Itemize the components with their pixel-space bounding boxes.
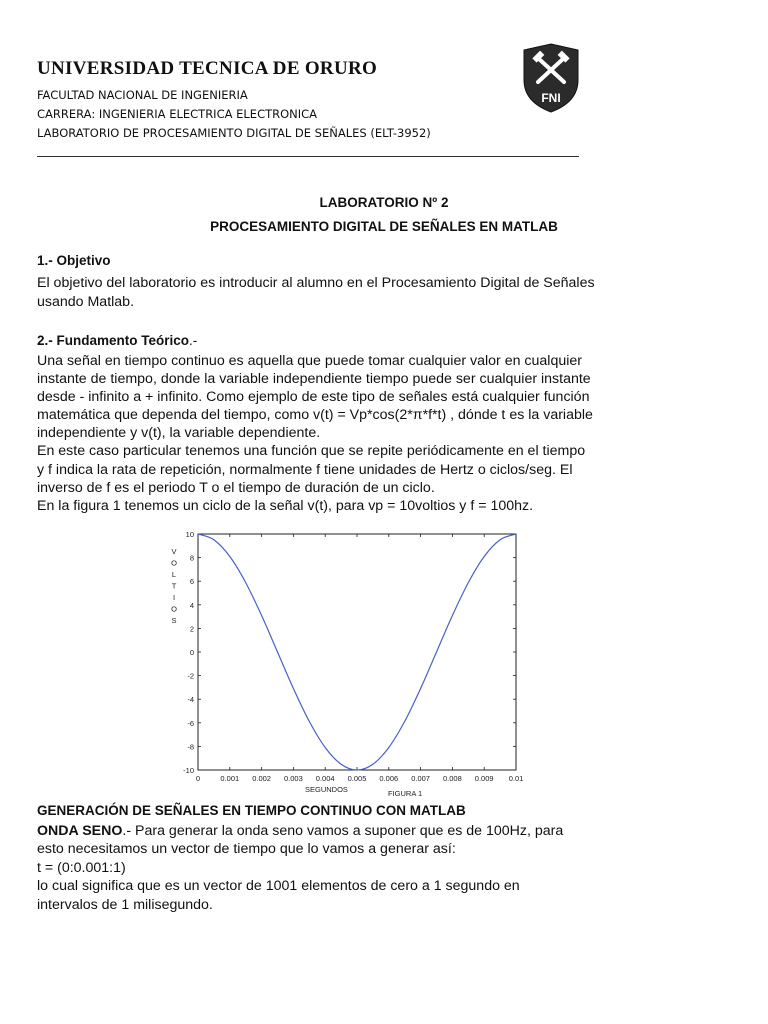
theory-paragraph — [37, 352, 593, 515]
y-tick-label: 4 — [189, 600, 194, 610]
y-tick-label: -8 — [187, 742, 194, 752]
x-tick-label: 0.002 — [252, 774, 271, 783]
y-tick-label: 6 — [189, 577, 194, 587]
theory-heading-text: 2.- Fundamento Teórico — [37, 333, 190, 348]
y-axis-label-letter: O — [171, 558, 177, 568]
theory-line: independiente y v(t), la variable dependiente. — [37, 425, 321, 442]
sine-label: ONDA SENO — [37, 823, 123, 839]
theory-line: matemática que dependa del tiempo, como v(t) = Vp*cos(2*π*f*t) , dónde t es la variable — [37, 407, 593, 424]
generation-line: intervalos de 1 milisegundo. — [37, 896, 213, 913]
y-tick-label: -10 — [183, 766, 194, 775]
figure-caption: FIGURA 1 — [388, 789, 423, 798]
plot-frame — [198, 534, 516, 770]
y-axis-label-letter: I — [172, 593, 176, 602]
figure-1-chart — [160, 524, 530, 802]
y-tick-label: 10 — [185, 530, 194, 539]
x-tick-label: 0.003 — [284, 774, 303, 783]
x-tick-label: 0.004 — [315, 774, 335, 783]
document-title: PROCESAMIENTO DIGITAL DE SEÑALES EN MATLAB — [210, 219, 558, 234]
generation-line: lo cual significa que es un vector de 1001 elementos de cero a 1 segundo en — [37, 878, 520, 895]
y-tick-label: -2 — [187, 671, 194, 681]
sine-series-line — [198, 534, 516, 770]
x-tick-label: 0.005 — [347, 774, 367, 783]
generation-line — [37, 822, 563, 840]
y-tick-label: -6 — [187, 718, 194, 728]
generation-heading: GENERACIÓN DE SEÑALES EN TIEMPO CONTINUO CON MATLAB — [37, 803, 466, 818]
theory-line: inverso de f es el periodo T o el tiempo de duración de un ciclo. — [37, 479, 435, 496]
university-name: UNIVERSIDAD TECNICA DE ORURO — [37, 58, 378, 79]
lab-line: LABORATORIO DE PROCESAMIENTO DIGITAL DE SEÑALES (ELT-3952) — [37, 126, 431, 140]
theory-line: y f indica la rata de repetición, normalmente f tiene unidades de Hertz o ciclos/seg. El — [37, 461, 573, 478]
y-axis-label — [171, 547, 177, 625]
theory-heading — [37, 333, 197, 348]
faculty-line: FACULTAD NACIONAL DE INGENIERIA — [37, 88, 248, 102]
y-tick-label: 8 — [189, 553, 194, 563]
lab-number-title: LABORATORIO Nº 2 — [319, 195, 449, 210]
objective-line: El objetivo del laboratorio es introducir al alumno en el Procesamiento Digital de Señales — [37, 275, 595, 291]
theory-line: En este caso particular tenemos una función que se repite periódicamente en el tiempo — [37, 443, 586, 460]
generation-line: esto necesitamos un vector de tiempo que lo vamos a generar así: — [37, 841, 456, 858]
theory-line: En la figura 1 tenemos un ciclo de la señal v(t), para vp = 10voltios y f = 100hz. — [37, 497, 534, 514]
logo-text: FNI — [541, 91, 561, 105]
theory-heading-suffix: .- — [189, 333, 198, 348]
x-tick-label: 0.008 — [443, 774, 462, 783]
fni-shield-logo — [520, 42, 582, 114]
header-divider — [37, 156, 579, 157]
career-line: CARRERA: INGENIERIA ELECTRICA ELECTRONICA — [37, 107, 318, 121]
objective-line: usando Matlab. — [37, 293, 135, 310]
generation-paragraph — [37, 822, 563, 914]
x-tick-label: 0.01 — [508, 774, 524, 783]
x-tick-label: 0.001 — [220, 774, 240, 783]
objective-paragraph — [37, 274, 595, 311]
y-axis-label-letter: S — [171, 616, 177, 625]
y-axis-label-letter: V — [171, 547, 177, 556]
x-tick-label: 0.009 — [474, 774, 494, 783]
y-tick-label: 0 — [189, 648, 194, 657]
theory-line: instante de tiempo, donde la variable independiente tiempo puede ser cualquier instante — [37, 371, 591, 388]
x-tick-label: 0.006 — [379, 774, 399, 783]
objective-heading: 1.- Objetivo — [37, 253, 111, 268]
theory-line: Una señal en tiempo continuo es aquella que puede tomar cualquier valor en cualquier — [37, 353, 582, 369]
x-axis-label: SEGUNDOS — [305, 785, 348, 794]
y-axis-label-letter: O — [171, 604, 177, 614]
x-tick-label: 0.007 — [411, 774, 430, 783]
y-axis-label-letter: T — [171, 581, 177, 591]
y-tick-label: 2 — [189, 624, 194, 634]
y-tick-label: -4 — [187, 695, 194, 705]
generation-line: t = (0:0.001:1) — [37, 859, 126, 876]
x-tick-label: 0 — [195, 774, 201, 783]
theory-line: desde - infinito a + infinito. Como ejemplo de este tipo de señales está cualquier función — [37, 389, 590, 406]
y-axis-label-letter: L — [171, 570, 177, 579]
generation-line-text: .- Para generar la onda seno vamos a suponer que es de 100Hz, para — [122, 823, 564, 839]
